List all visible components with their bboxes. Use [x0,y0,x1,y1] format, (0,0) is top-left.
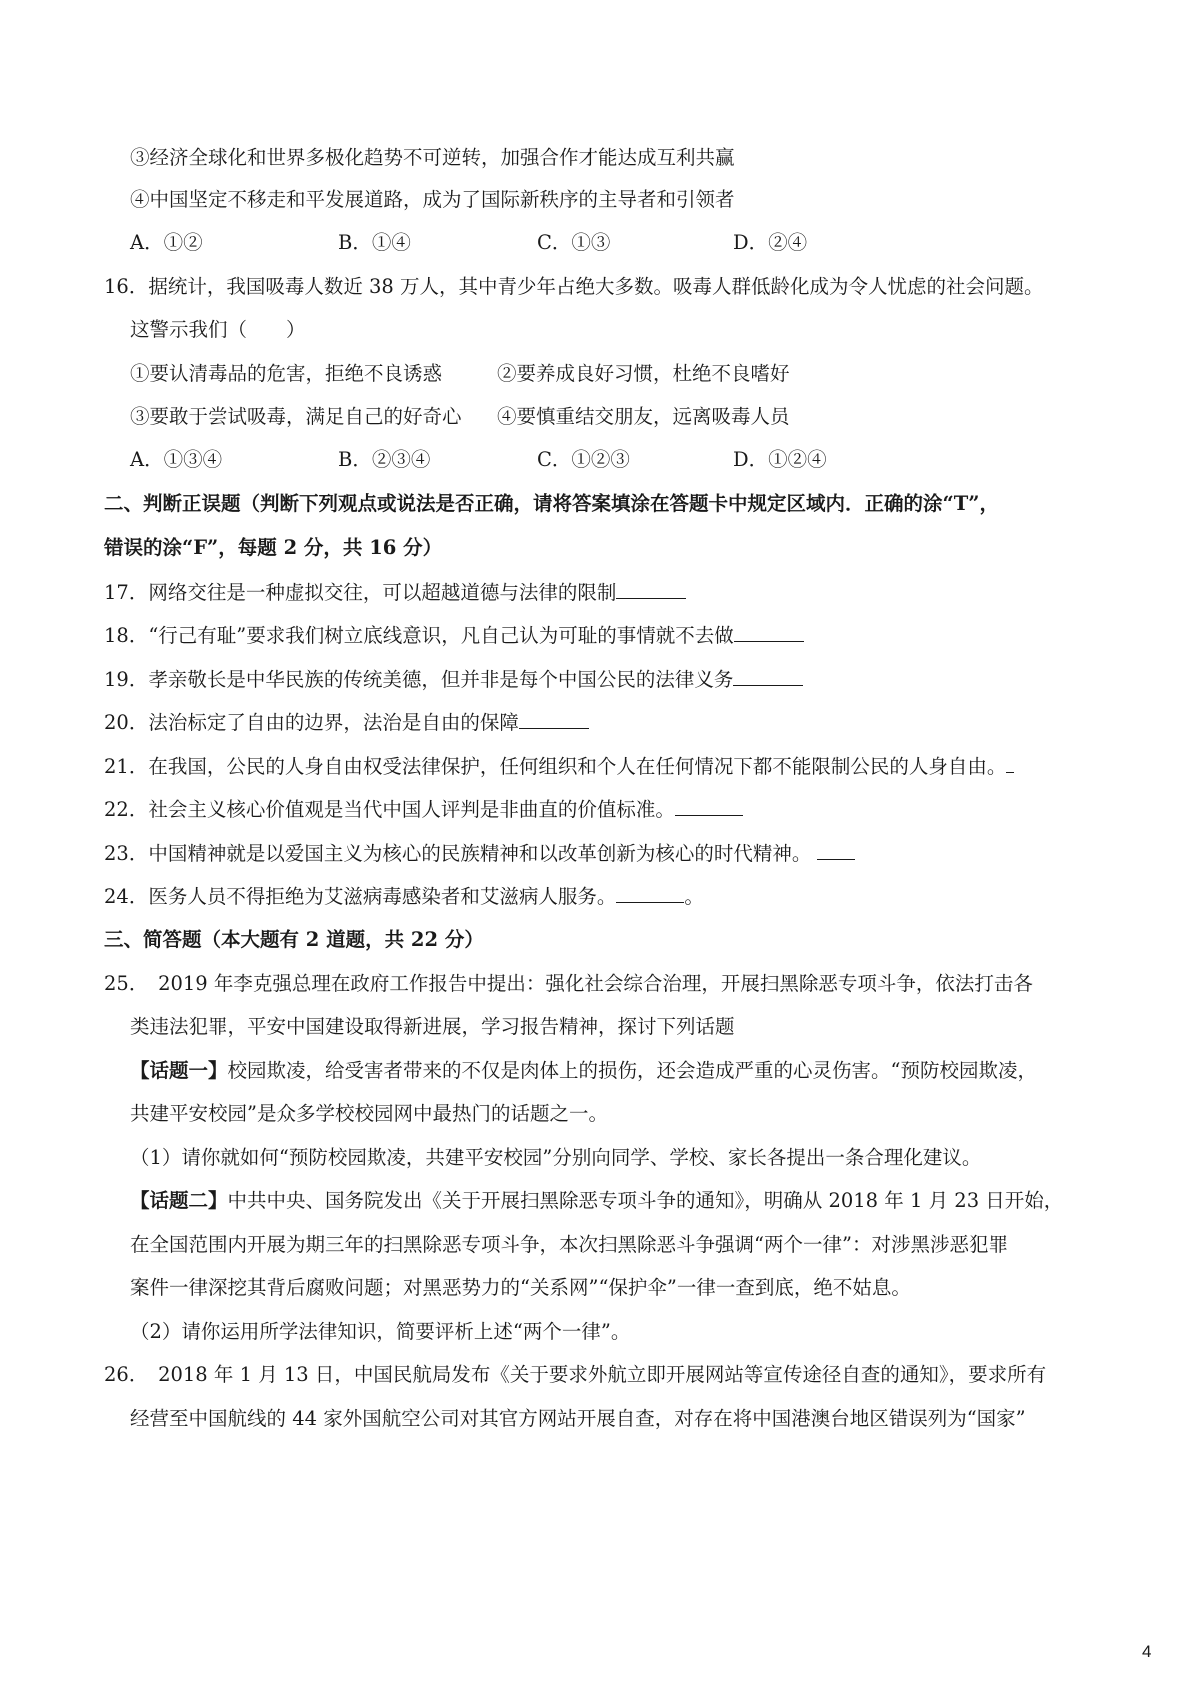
q25-subquestion-1: （1）请你就如何“预防校园欺凌，共建平安校园”分别向同学、学校、家长各提出一条合理化建议。 [130,1146,982,1169]
section2-title-line1: 二、判断正误题（判断下列观点或说法是否正确，请将答案填涂在答题卡中规定区域内．正确的涂“T”， [104,492,999,515]
q26-stem-line1: 26． 2018 年 1 月 13 日，中国民航局发布《关于要求外航立即开展网站等宣传途径自查的通知》，要求所有 [104,1363,1047,1386]
tf-item-19 [104,665,803,694]
q25-topic1-tag: 【话题一】 [130,1059,228,1082]
tf-item-24 [104,882,704,911]
q16-statement-1: ①要认清毒品的危害，拒绝不良诱惑 [130,362,443,385]
q15-option-d: D．②④ [733,231,808,254]
tf-item-24-suffix: 。 [684,885,704,908]
q16-statement-4: ④要慎重结交朋友，远离吸毒人员 [497,405,790,428]
answer-blank[interactable] [616,578,686,599]
q25-topic1-line1 [130,1057,1037,1085]
q15-statement-4: ④中国坚定不移走和平发展道路，成为了国际新秩序的主导者和引领者 [130,188,735,211]
q15-option-a: A．①② [130,231,203,254]
tf-item-18 [104,621,804,650]
q25-topic2-line3: 案件一律深挖其背后腐败问题；对黑恶势力的“关系网”“保护伞”一律一查到底，绝不姑息。 [130,1276,911,1299]
q16-option-a: A．①③④ [130,448,223,471]
tf-item-21-text: 21．在我国，公民的人身自由权受法律保护，任何组织和个人在任何情况下都不能限制公民的人身自由。 [104,755,1007,778]
tf-item-23-text: 23．中国精神就是以爱国主义为核心的民族精神和以改革创新为核心的时代精神。 [104,842,812,865]
q25-topic2-line2: 在全国范围内开展为期三年的扫黑除恶专项斗争，本次扫黑除恶斗争强调“两个一律”：对涉黑涉恶犯罪 [130,1233,1008,1256]
answer-blank[interactable] [616,882,684,903]
tf-item-19-text: 19．孝亲敬长是中华民族的传统美德，但并非是每个中国公民的法律义务 [104,668,734,691]
q16-stem-line2: 这警示我们（ ） [130,318,306,341]
tf-item-23 [104,839,855,868]
tf-item-17-text: 17．网络交往是一种虚拟交往，可以超越道德与法律的限制 [104,581,617,604]
tf-item-21 [104,752,1014,781]
q16-stem-line1: 16．据统计，我国吸毒人数近 38 万人，其中青少年占绝大多数。吸毒人群低龄化成为令人忧虑的社会问题。 [104,275,1044,298]
section3-title: 三、简答题（本大题有 2 道题，共 22 分） [104,928,484,951]
q15-statement-3: ③经济全球化和世界多极化趋势不可逆转，加强合作才能达成互利共赢 [130,146,735,169]
q26-stem-line2: 经营至中国航线的 44 家外国航空公司对其官方网站开展自查，对存在将中国港澳台地区错误列为“国家” [130,1407,1026,1430]
answer-blank[interactable] [733,665,803,686]
tf-item-20-text: 20．法治标定了自由的边界，法治是自由的保障 [104,711,519,734]
q15-option-c: C．①③ [537,231,611,254]
section2-title-line2: 错误的涂“F”，每题 2 分，共 16 分） [104,536,443,559]
tf-item-24-text: 24．医务人员不得拒绝为艾滋病毒感染者和艾滋病人服务。 [104,885,617,908]
tf-item-17 [104,578,686,607]
q16-option-c: C．①②③ [537,448,630,471]
q25-stem-line2: 类违法犯罪，平安中国建设取得新进展，学习报告精神，探讨下列话题 [130,1015,735,1038]
q25-topic2-tag: 【话题二】 [130,1189,228,1212]
q25-subquestion-2: （2）请你运用所学法律知识，简要评析上述“两个一律”。 [130,1320,631,1343]
tf-item-22 [104,795,743,824]
q15-option-b: B．①④ [338,231,411,254]
answer-blank[interactable] [675,795,743,816]
answer-blank[interactable] [734,621,804,642]
tf-item-18-text: 18．“行己有耻”要求我们树立底线意识，凡自己认为可耻的事情就不去做 [104,624,734,647]
q16-option-b: B．②③④ [338,448,431,471]
q25-topic1-line2: 共建平安校园”是众多学校校园网中最热门的话题之一。 [130,1102,608,1125]
q25-topic2-text: 中共中央、国务院发出《关于开展扫黑除恶专项斗争的通知》，明确从 2018 年 1 月 23 日开始， [227,1189,1064,1212]
answer-blank[interactable] [1006,752,1014,773]
q16-statement-2: ②要养成良好习惯，杜绝不良嗜好 [497,362,790,385]
q25-topic1-text: 校园欺凌，给受害者带来的不仅是肉体上的损伤，还会造成严重的心灵伤害。“预防校园欺凌， [227,1059,1037,1082]
answer-blank[interactable] [519,708,589,729]
tf-item-20 [104,708,589,737]
page-number: 4 [1142,1642,1152,1661]
q16-option-d: D．①②④ [733,448,827,471]
q25-topic2-line1 [130,1187,1063,1215]
tf-item-22-text: 22．社会主义核心价值观是当代中国人评判是非曲直的价值标准。 [104,798,675,821]
q16-statement-3: ③要敢于尝试吸毒，满足自己的好奇心 [130,405,462,428]
answer-blank[interactable] [817,839,855,860]
q25-stem-line1: 25． 2019 年李克强总理在政府工作报告中提出：强化社会综合治理，开展扫黑除恶专项斗争，依法打击各 [104,972,1033,995]
